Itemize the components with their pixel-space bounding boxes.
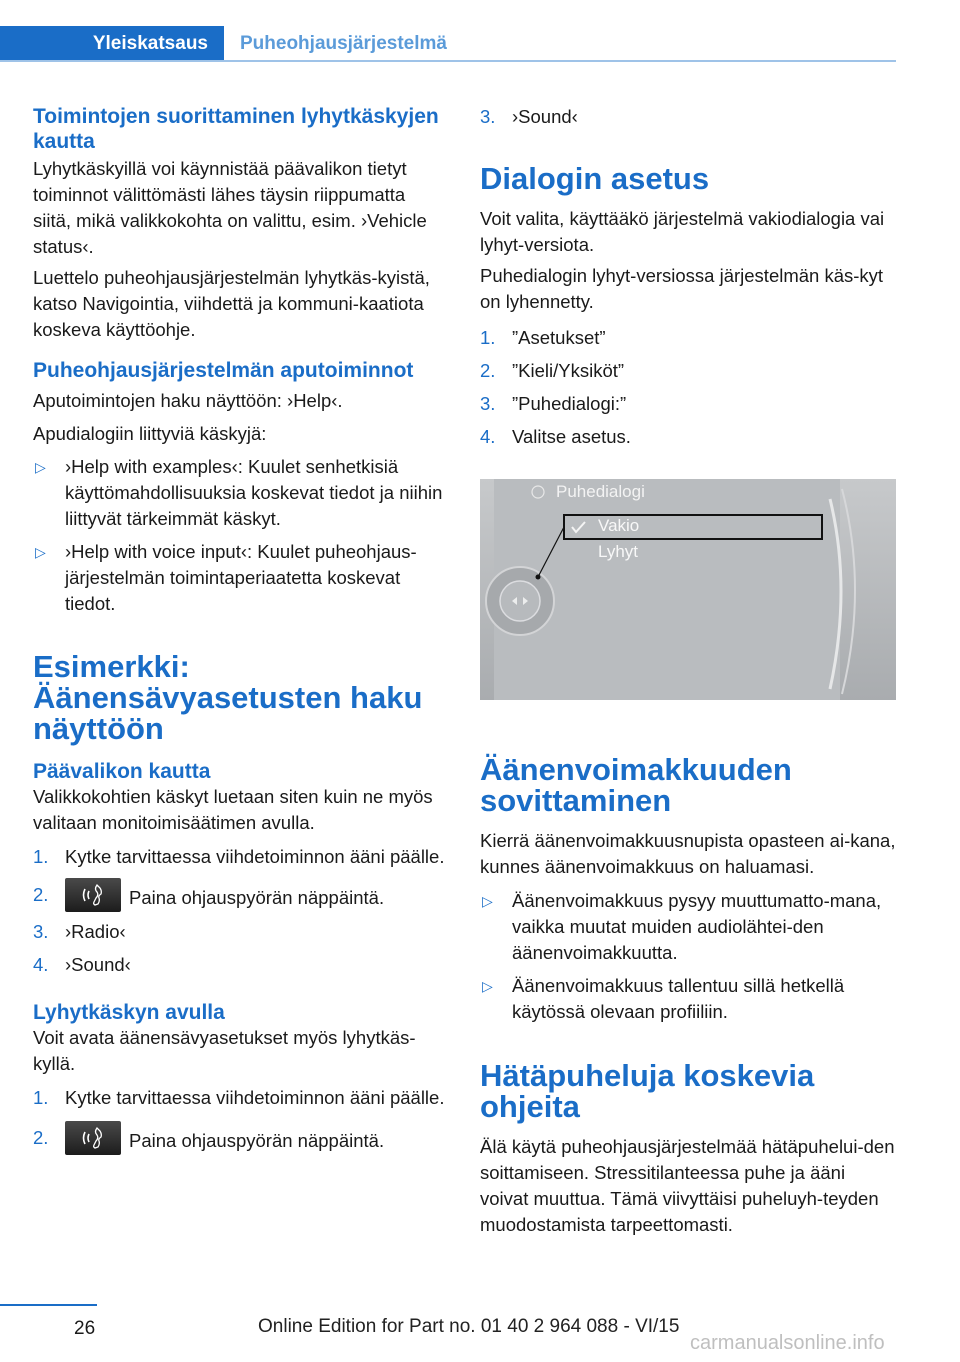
triangle-right-icon: ▷ xyxy=(35,544,46,560)
paragraph: Älä käytä puheohjausjärjestelmää hätäpuhelui‐den soittamiseen. Stressitilanteessa puhe ja ääni voivat muuttua. Tämä viivyttäisi puheluyh‐teyden muodostamista tarpeettomasti. xyxy=(480,1136,895,1235)
shortcut-steps xyxy=(33,1085,445,1158)
step-number: 1. xyxy=(33,846,49,867)
header-rule xyxy=(0,60,896,62)
list-item xyxy=(33,919,445,945)
list-item-text: Äänenvoimakkuus tallentuu sillä hetkellä käytössä olevaan profiiliin. xyxy=(512,975,845,1022)
volume-bullet-list xyxy=(480,888,896,1025)
list-item xyxy=(480,424,896,450)
step-text: Valitse asetus. xyxy=(512,426,631,447)
step-text: ”Puhedialogi:” xyxy=(512,393,627,414)
list-item xyxy=(33,878,445,915)
paragraph: Aputoimintojen haku näyttöön: ›Help‹. xyxy=(33,390,343,411)
voice-control-button-icon xyxy=(65,1121,121,1155)
list-item xyxy=(480,325,896,351)
list-item-text: ›Help with voice input‹: Kuulet puheohjaus‐järjestelmän toimintaperiaatetta koskevat tiedot. xyxy=(65,541,417,614)
list-item xyxy=(480,888,896,966)
section-title-help: Puheohjausjärjestelmän aputoiminnot xyxy=(33,359,414,382)
screen-title: Puhedialogi xyxy=(556,482,645,501)
list-item xyxy=(480,104,896,130)
watermark: carmanualsonline.info xyxy=(690,1332,885,1354)
paragraph: Puhedialogin lyhyt-versiossa järjestelmän käs‐kyt on lyhennetty. xyxy=(480,265,884,312)
triangle-right-icon: ▷ xyxy=(35,459,46,475)
paragraph: Voit valita, käyttääkö järjestelmä vakiodialogia vai lyhyt-versiota. xyxy=(480,208,885,255)
tab-voice-control[interactable]: Puheohjausjärjestelmä xyxy=(240,33,447,54)
list-item xyxy=(480,973,896,1025)
section-title-emergency: Hätäpuheluja koskevia ohjeita xyxy=(480,1058,815,1124)
step-text: Kytke tarvittaessa viihdetoiminnon ääni päälle. xyxy=(65,846,445,867)
step-number: 4. xyxy=(33,954,49,975)
left-column xyxy=(33,104,445,1158)
step-text: ›Sound‹ xyxy=(512,106,578,127)
section-title-example: Esimerkki: Äänensävyasetusten haku näyttöön xyxy=(33,649,423,746)
step-number: 1. xyxy=(480,327,496,348)
screen-option-standard[interactable]: Vakio xyxy=(598,516,640,535)
page-number: 26 xyxy=(74,1318,96,1339)
section-title-volume: Äänenvoimakkuuden sovittaminen xyxy=(480,752,792,818)
list-item xyxy=(480,391,896,417)
list-item xyxy=(33,454,445,532)
voice-control-button-icon xyxy=(65,878,121,912)
step-text: ›Sound‹ xyxy=(65,954,131,975)
step-number: 2. xyxy=(33,884,49,905)
paragraph: Valikkokohtien käskyt luetaan siten kuin ne myös valitaan monitoimisäätimen avulla. xyxy=(33,786,433,833)
screen-option-short[interactable]: Lyhyt xyxy=(598,542,639,561)
help-bullet-list xyxy=(33,454,445,617)
step-text: Paina ohjauspyörän näppäintä. xyxy=(129,1130,385,1151)
step-text: ”Asetukset” xyxy=(512,327,606,348)
paragraph: Kierrä äänenvoimakkuusnupista opasteen ai‐kana, kunnes äänenvoimakkuus on haluamasi. xyxy=(480,830,896,877)
list-item xyxy=(33,1085,445,1111)
edition-note: Online Edition for Part no. 01 40 2 964 088 - VI/15 xyxy=(258,1316,680,1337)
list-item-text: ›Help with examples‹: Kuulet senhetkisiä käyttömahdollisuuksia koskevat tiedot ja niihin liittyvät tärkeimmät käskyt. xyxy=(65,456,443,529)
paragraph: Apudialogiin liittyviä käskyjä: xyxy=(33,423,267,444)
dialog-steps xyxy=(480,325,896,450)
paragraph: Voit avata äänensävyasetukset myös lyhytkäs‐kyllä. xyxy=(33,1027,416,1074)
idrive-screen-image xyxy=(480,479,896,700)
right-column-lower xyxy=(480,754,896,1238)
step-number: 3. xyxy=(480,106,496,127)
step-number: 3. xyxy=(33,921,49,942)
step-number: 2. xyxy=(33,1127,49,1148)
step-text: Paina ohjauspyörän näppäintä. xyxy=(129,887,385,908)
list-item xyxy=(33,539,445,617)
step-text: ›Radio‹ xyxy=(65,921,126,942)
list-item xyxy=(480,358,896,384)
step-text: Kytke tarvittaessa viihdetoiminnon ääni päälle. xyxy=(65,1087,445,1108)
list-item-text: Äänenvoimakkuus pysyy muuttumatto‐mana, vaikka muutat muiden audiolähtei‐den äänenvoimakkuutta. xyxy=(512,890,882,963)
section-title-shortcuts: Toimintojen suorittaminen lyhytkäskyjen kautta xyxy=(33,105,439,153)
right-column xyxy=(480,104,896,450)
step-text: ”Kieli/Yksiköt” xyxy=(512,360,625,381)
section-title-dialog: Dialogin asetus xyxy=(480,161,710,196)
list-item xyxy=(33,1121,445,1158)
triangle-right-icon: ▷ xyxy=(482,893,493,909)
step-number: 2. xyxy=(480,360,496,381)
section-title-shortcut: Lyhytkäskyn avulla xyxy=(33,1001,225,1024)
list-item xyxy=(33,844,445,870)
list-item xyxy=(33,952,445,978)
sound-step xyxy=(480,104,896,130)
paragraph: Luettelo puheohjausjärjestelmän lyhytkäs‐kyistä, katso Navigointia, viihdettä ja kommuni‐kaatiota koskeva käyttöohje. xyxy=(33,267,430,340)
step-number: 4. xyxy=(480,426,496,447)
step-number: 3. xyxy=(480,393,496,414)
tab-overview[interactable]: Yleiskatsaus xyxy=(0,26,224,62)
paragraph: Lyhytkäskyillä voi käynnistää päävalikon tietyt toiminnot välittömästi lähes täysin riippumatta siitä, mikä valikkokohta on valittu, esim. ›Vehicle status‹. xyxy=(33,158,427,257)
section-title-main-menu: Päävalikon kautta xyxy=(33,760,211,783)
footer-rule xyxy=(0,1304,97,1306)
main-menu-steps xyxy=(33,844,445,978)
step-number: 1. xyxy=(33,1087,49,1108)
header-bar xyxy=(0,26,896,62)
triangle-right-icon: ▷ xyxy=(482,978,493,994)
